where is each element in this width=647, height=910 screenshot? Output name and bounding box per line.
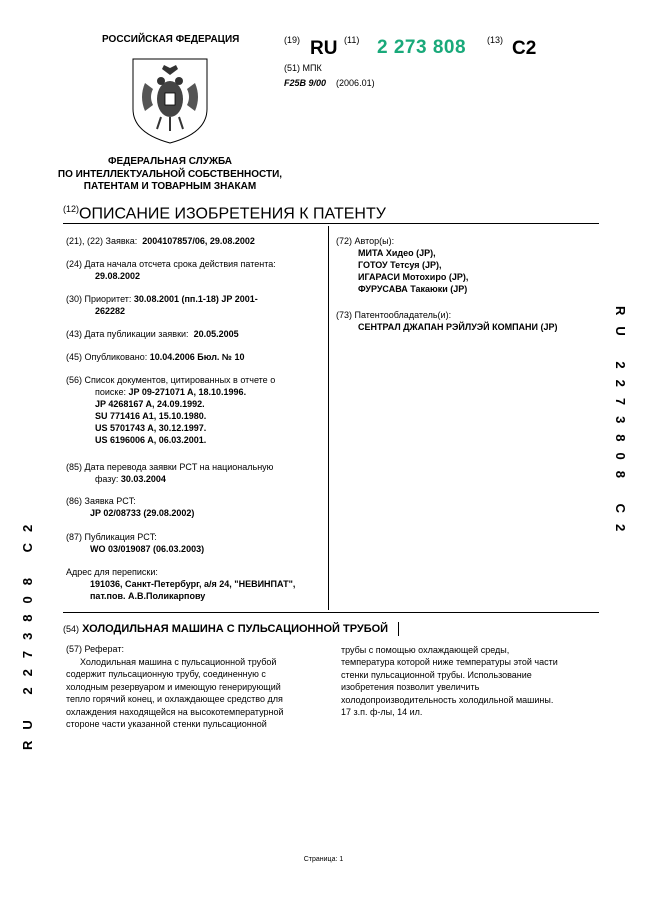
field-72 (336, 235, 606, 295)
agency-line-2: ПО ИНТЕЛЛЕКТУАЛЬНОЙ СОБСТВЕННОСТИ, (57, 168, 283, 180)
ipc-classification (284, 78, 375, 88)
field-56-doc-4: US 5701743 A, 30.12.1997. (95, 423, 207, 433)
field-24 (66, 258, 324, 282)
field-30 (66, 293, 324, 317)
abstract-right-line-1: трубы с помощью охлаждающей среды, (341, 645, 510, 655)
title-rule (63, 223, 599, 224)
field-73 (336, 309, 606, 333)
field-85-label-2: фазу: (95, 474, 119, 484)
abstract-left-line-4: тепло горячий конец, и охлаждающее средство для (66, 694, 283, 705)
address-label: Адрес для переписки: (66, 567, 158, 577)
kind-code: C2 (512, 38, 537, 59)
field-56-doc-2: JP 4268167 A, 24.09.1992. (95, 399, 205, 409)
field-87-value: WO 03/019087 (06.03.2003) (90, 544, 205, 554)
field-45-value: 10.04.2006 Бюл. № 10 (149, 352, 245, 362)
field-86-label: (86) Заявка PCT: (66, 496, 136, 506)
field-45 (66, 351, 324, 363)
country-name: РОССИЙСКАЯ ФЕДЕРАЦИЯ (102, 34, 240, 45)
agency-name (40, 156, 300, 194)
ipc-version: (2006.01) (336, 78, 375, 88)
abstract-left-line-1: Холодильная машина с пульсационной трубой (80, 657, 277, 667)
abstract-right-line-2: температура которой ниже температуры этой части (341, 657, 558, 668)
column-divider (328, 226, 329, 610)
field-73-label: (73) Патентообладатель(и): (336, 310, 452, 320)
field-56-doc-1: JP 09-271071 A, 18.10.1996. (128, 387, 247, 397)
correspondence-address (66, 566, 324, 602)
field-43-value: 20.05.2005 (193, 329, 239, 339)
field-86 (66, 495, 324, 519)
abstract-right-line-6: 17 з.п. ф-лы, 14 ил. (341, 707, 423, 718)
abstract-right-line-3: стенки пульсационной трубы. Использование (341, 669, 532, 680)
author-1: МИТА Хидео (JP), (358, 248, 436, 258)
coat-of-arms-emblem (131, 57, 209, 145)
country-code: RU (310, 38, 338, 59)
side-code-left: RU 2273808 C2 (20, 513, 35, 750)
invention-title (63, 623, 388, 635)
field-21-22 (66, 235, 324, 247)
author-3: ИГАРАСИ Мотохиро (JP), (358, 272, 469, 282)
field-56 (66, 374, 324, 446)
field-45-label: (45) Опубликовано: (66, 352, 148, 362)
field-85-label-1: (85) Дата перевода заявки PCT на национальную (66, 462, 274, 472)
abstract-label: (57) Реферат: (66, 644, 124, 654)
mpk-label: (51) МПК (284, 63, 322, 73)
address-line-2: пат.пов. А.В.Поликарпову (90, 591, 206, 601)
field-85 (66, 461, 324, 485)
field-87 (66, 531, 324, 555)
inid-code-13: (13) (487, 35, 504, 45)
field-56-label-1: (56) Список документов, цитированных в отчете о (66, 375, 276, 385)
inid-code-12: (12) (63, 204, 80, 214)
field-87-label: (87) Публикация PCT: (66, 532, 157, 542)
field-30-value-1: 30.08.2001 (пп.1-18) JP 2001- (133, 294, 258, 304)
author-4: ФУРУСАВА Такаюки (JP) (358, 284, 468, 294)
field-86-value: JP 02/08733 (29.08.2002) (90, 508, 195, 518)
field-43 (66, 328, 324, 340)
field-72-label: (72) Автор(ы): (336, 236, 395, 246)
inid-code-19: (19) (284, 35, 301, 45)
invention-title-text: ХОЛОДИЛЬНАЯ МАШИНА С ПУЛЬСАЦИОННОЙ ТРУБОЙ (82, 623, 389, 635)
text-cursor (398, 622, 399, 636)
field-30-value-2: 262282 (95, 306, 126, 316)
fields-bottom-rule (63, 612, 599, 613)
abstract-right-line-4: изобретения позволит увеличить (341, 682, 480, 693)
agency-line-3: ПАТЕНТАМ И ТОВАРНЫМ ЗНАКАМ (83, 181, 257, 192)
field-85-value: 30.03.2004 (120, 474, 166, 484)
field-56-doc-3: SU 771416 A1, 15.10.1980. (95, 411, 207, 421)
field-24-value: 29.08.2002 (95, 271, 141, 281)
abstract-left-line-3: холодным резервуаром и имеющую генерирующий (66, 681, 281, 692)
inid-code-54: (54) (63, 624, 80, 634)
field-30-label: (30) Приоритет: (66, 294, 132, 304)
inid-code-11: (11) (344, 35, 360, 45)
patent-owner: СЕНТРАЛ ДЖАПАН РЭЙЛУЭЙ КОМПАНИ (JP) (358, 322, 558, 332)
field-56-label-2: поиске: (95, 387, 126, 397)
ipc-class: F25B 9/00 (284, 78, 327, 88)
document-title (63, 204, 386, 223)
field-21-label: (21), (22) Заявка: (66, 236, 138, 246)
side-code-right: RU 2273808 C2 (613, 306, 628, 543)
abstract-left-line-5: охлаждения находящейся на высокотемпературной (66, 706, 284, 717)
abstract-left-line-6: стороне части указанной стенки пульсационной (66, 719, 267, 730)
abstract-right-column (341, 644, 585, 718)
patent-number: 2 273 808 (377, 37, 467, 58)
page-number: Страница: 1 (303, 856, 344, 863)
abstract-left-line-2: содержит пульсационную трубу, соединенную с (66, 669, 266, 680)
address-line-1: 191036, Санкт-Петербург, а/я 24, "НЕВИНПАТ", (90, 579, 296, 589)
field-21-value: 2004107857/06, 29.08.2002 (142, 236, 255, 246)
field-24-label: (24) Дата начала отсчета срока действия патента: (66, 259, 276, 269)
author-2: ГОТОУ Тетсуя (JP), (358, 260, 442, 270)
field-43-label: (43) Дата публикации заявки: (66, 329, 189, 339)
abstract-right-line-5: холодопроизводительность холодильной машины. (341, 694, 554, 705)
document-title-text: ОПИСАНИЕ ИЗОБРЕТЕНИЯ К ПАТЕНТУ (79, 205, 386, 223)
agency-line-1: ФЕДЕРАЛЬНАЯ СЛУЖБА (107, 156, 233, 167)
field-56-doc-5: US 6196006 A, 06.03.2001. (95, 435, 207, 445)
abstract-left-column (66, 656, 309, 730)
